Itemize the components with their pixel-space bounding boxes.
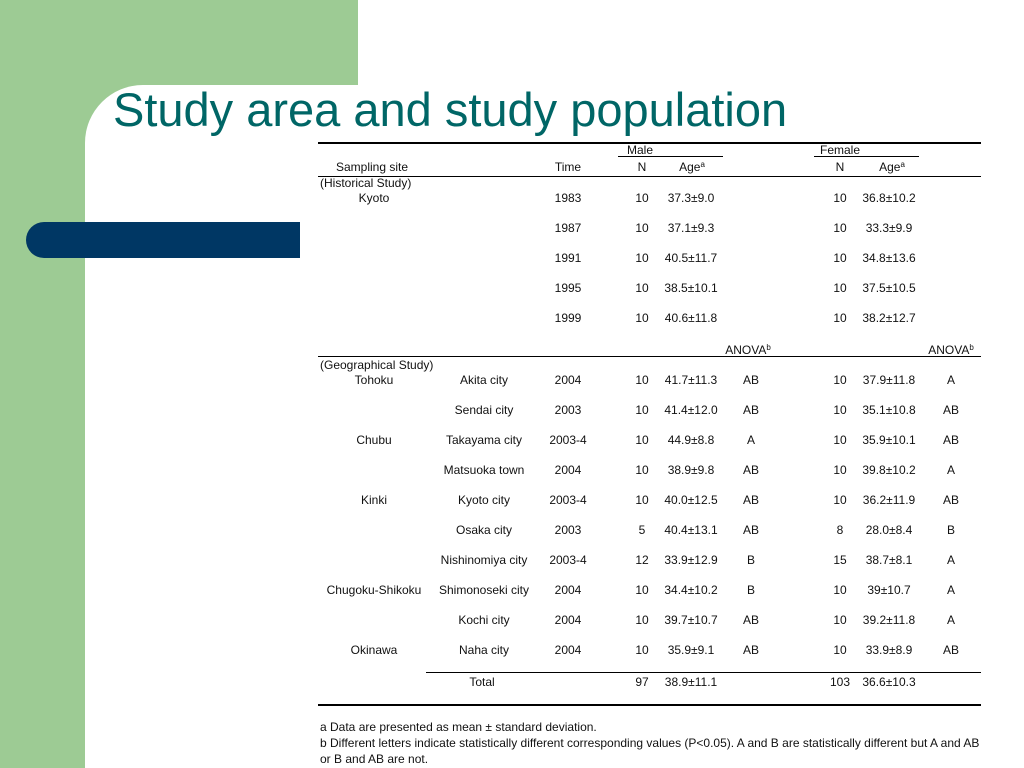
slide-title: Study area and study population	[113, 83, 788, 136]
geographical-row-female-age: 39.8±10.2	[862, 463, 916, 477]
geographical-row-male-anova: AB	[742, 613, 760, 627]
geographical-row-female-age: 39±10.7	[867, 583, 911, 597]
historical-row-female-n: 10	[833, 281, 847, 295]
geographical-row-female-n: 10	[833, 373, 847, 387]
geographical-row-male-age: 38.9±9.8	[667, 463, 715, 477]
geographical-row-female-anova: AB	[942, 643, 960, 657]
geographical-row-female-n: 15	[833, 553, 847, 567]
geographical-row-female-age: 33.9±8.9	[865, 643, 913, 657]
header-female-age: Age$^a$	[879, 160, 905, 174]
table-bottom-rule	[318, 704, 981, 706]
total-top-rule	[426, 672, 981, 673]
historical-row-female-n: 10	[833, 251, 847, 265]
geographical-row-male-n: 10	[635, 493, 649, 507]
geographical-row-male-anova: AB	[742, 373, 760, 387]
header-sampling-site: Sampling site	[335, 160, 409, 174]
geographical-row-female-n: 10	[833, 643, 847, 657]
historical-row-female-age: 36.8±10.2	[862, 191, 916, 205]
geographical-row-time: 2003-4	[549, 493, 587, 507]
geographical-row-male-anova: AB	[742, 493, 760, 507]
geographical-row-female-anova: A	[946, 553, 956, 567]
geographical-row-male-age: 35.9±9.1	[667, 643, 715, 657]
geographical-row-city: Nishinomiya city	[440, 553, 528, 567]
historical-row-time: 1995	[554, 281, 582, 295]
historical-row-male-age: 38.5±10.1	[664, 281, 718, 295]
historical-row-time: 1983	[554, 191, 582, 205]
historical-row-female-age: 37.5±10.5	[862, 281, 916, 295]
header-male-age: Age$^a$	[679, 160, 705, 174]
navy-accent-bar	[26, 222, 300, 258]
header-male-anova: ANOVA$^b$	[725, 343, 771, 357]
geographical-row-time: 2004	[554, 463, 582, 477]
geographical-row-region: Chubu	[356, 433, 392, 447]
geographical-row-male-age: 33.9±12.9	[664, 553, 718, 567]
header-male-anova-superscript: b	[766, 343, 771, 352]
geographical-row-male-anova: AB	[742, 463, 760, 477]
historical-bottom-rule	[318, 356, 981, 357]
geographical-row-time: 2003-4	[549, 553, 587, 567]
geographical-row-time: 2004	[554, 583, 582, 597]
geographical-row-male-anova: B	[746, 583, 756, 597]
geographical-row-male-anova: AB	[742, 403, 760, 417]
geographical-row-city: Osaka city	[455, 523, 513, 537]
geographical-row-female-n: 10	[833, 583, 847, 597]
historical-row-female-age: 38.2±12.7	[862, 311, 916, 325]
geographical-row-male-age: 41.4±12.0	[664, 403, 718, 417]
geographical-row-male-n: 10	[635, 433, 649, 447]
geographical-row-male-age: 39.7±10.7	[664, 613, 718, 627]
total-row-male-n: 97	[635, 675, 649, 689]
historical-row-male-n: 10	[635, 221, 649, 235]
header-female-label: Female	[819, 143, 861, 157]
historical-row-male-n: 10	[635, 311, 649, 325]
geographical-row-male-anova: B	[746, 553, 756, 567]
historical-row-female-age: 33.3±9.9	[865, 221, 913, 235]
geographical-row-male-age: 44.9±8.8	[667, 433, 715, 447]
geographical-section-label: (Geographical Study)	[320, 358, 434, 372]
historical-section-label: (Historical Study)	[320, 176, 412, 190]
geographical-row-female-anova: A	[946, 583, 956, 597]
geographical-row-female-anova: A	[946, 613, 956, 627]
geographical-row-male-anova: AB	[742, 643, 760, 657]
geographical-row-female-n: 8	[836, 523, 844, 537]
geographical-row-time: 2003	[554, 523, 582, 537]
geographical-row-male-anova: AB	[742, 523, 760, 537]
geographical-row-male-age: 40.4±13.1	[664, 523, 718, 537]
geographical-row-female-n: 10	[833, 613, 847, 627]
geographical-row-city: Kyoto city	[457, 493, 511, 507]
historical-row-male-age: 40.5±11.7	[664, 251, 718, 265]
historical-row-male-age: 37.3±9.0	[667, 191, 715, 205]
historical-row-male-age: 40.6±11.8	[664, 311, 718, 325]
header-female-n: N	[835, 160, 845, 174]
geographical-row-female-n: 10	[833, 403, 847, 417]
historical-row-male-n: 10	[635, 191, 649, 205]
geographical-row-male-n: 5	[638, 523, 646, 537]
historical-region-kyoto: Kyoto	[358, 191, 390, 205]
geographical-row-male-n: 10	[635, 373, 649, 387]
footnote-b: b Different letters indicate statistically different corresponding values (P<0.05). A and B are statistically different but A and AB or B and AB are not.	[320, 736, 980, 766]
geographical-row-region: Tohoku	[354, 373, 394, 387]
geographical-row-region: Okinawa	[350, 643, 398, 657]
geographical-row-female-anova: A	[946, 373, 956, 387]
historical-row-time: 1987	[554, 221, 582, 235]
geographical-row-female-age: 36.2±11.9	[862, 493, 916, 507]
geographical-row-city: Sendai city	[454, 403, 514, 417]
footnote-a: a Data are presented as mean ± standard deviation.	[320, 720, 597, 734]
geographical-row-city: Takayama city	[445, 433, 523, 447]
geographical-row-female-anova: A	[946, 463, 956, 477]
historical-row-male-age: 37.1±9.3	[667, 221, 715, 235]
geographical-row-female-age: 35.1±10.8	[862, 403, 916, 417]
geographical-row-female-age: 37.9±11.8	[862, 373, 916, 387]
geographical-row-time: 2004	[554, 613, 582, 627]
historical-row-male-n: 10	[635, 251, 649, 265]
geographical-row-time: 2004	[554, 373, 582, 387]
geographical-row-male-age: 40.0±12.5	[664, 493, 718, 507]
geographical-row-male-n: 12	[635, 553, 649, 567]
total-row-label: Total	[469, 675, 495, 689]
geographical-row-female-age: 39.2±11.8	[862, 613, 916, 627]
geographical-row-region: Kinki	[360, 493, 388, 507]
geographical-row-time: 2003-4	[549, 433, 587, 447]
geographical-row-city: Naha city	[458, 643, 510, 657]
historical-row-female-n: 10	[833, 191, 847, 205]
geographical-row-male-age: 34.4±10.2	[664, 583, 718, 597]
study-population-table	[318, 142, 981, 708]
header-male-label: Male	[626, 143, 654, 157]
geographical-row-male-n: 10	[635, 463, 649, 477]
geographical-row-female-n: 10	[833, 463, 847, 477]
geographical-row-city: Akita city	[459, 373, 509, 387]
total-row-female-n: 103	[829, 675, 851, 689]
header-female-anova-superscript: b	[969, 343, 974, 352]
header-time: Time	[554, 160, 582, 174]
geographical-row-female-anova: B	[946, 523, 956, 537]
geographical-row-male-anova: A	[746, 433, 756, 447]
header-bottom-rule	[318, 176, 981, 177]
header-female-anova: ANOVA$^b$	[928, 343, 974, 357]
historical-row-female-n: 10	[833, 221, 847, 235]
geographical-row-male-n: 10	[635, 583, 649, 597]
geographical-row-female-age: 35.9±10.1	[862, 433, 916, 447]
geographical-row-female-age: 28.0±8.4	[865, 523, 913, 537]
geographical-row-female-n: 10	[833, 493, 847, 507]
header-male-n: N	[637, 160, 647, 174]
geographical-row-male-n: 10	[635, 403, 649, 417]
total-row-female-age: 36.6±10.3	[862, 675, 916, 689]
geographical-row-time: 2004	[554, 643, 582, 657]
geographical-row-female-anova: AB	[942, 433, 960, 447]
historical-row-female-n: 10	[833, 311, 847, 325]
table-footnotes	[320, 719, 980, 767]
historical-row-time: 1991	[554, 251, 582, 265]
geographical-row-male-age: 41.7±11.3	[664, 373, 718, 387]
geographical-row-region: Chugoku-Shikoku	[326, 583, 422, 597]
historical-row-time: 1999	[554, 311, 582, 325]
historical-row-female-age: 34.8±13.6	[862, 251, 916, 265]
geographical-row-city: Matsuoka town	[443, 463, 525, 477]
total-row-male-age: 38.9±11.1	[664, 675, 718, 689]
geographical-row-city: Shimonoseki city	[438, 583, 530, 597]
geographical-row-city: Kochi city	[458, 613, 510, 627]
historical-row-male-n: 10	[635, 281, 649, 295]
geographical-row-male-n: 10	[635, 613, 649, 627]
geographical-row-time: 2003	[554, 403, 582, 417]
geographical-row-female-anova: AB	[942, 403, 960, 417]
header-female-age-superscript: a	[900, 160, 905, 169]
geographical-row-male-n: 10	[635, 643, 649, 657]
geographical-row-female-anova: AB	[942, 493, 960, 507]
geographical-row-female-age: 38.7±8.1	[865, 553, 913, 567]
geographical-row-female-n: 10	[833, 433, 847, 447]
header-male-age-superscript: a	[700, 160, 705, 169]
